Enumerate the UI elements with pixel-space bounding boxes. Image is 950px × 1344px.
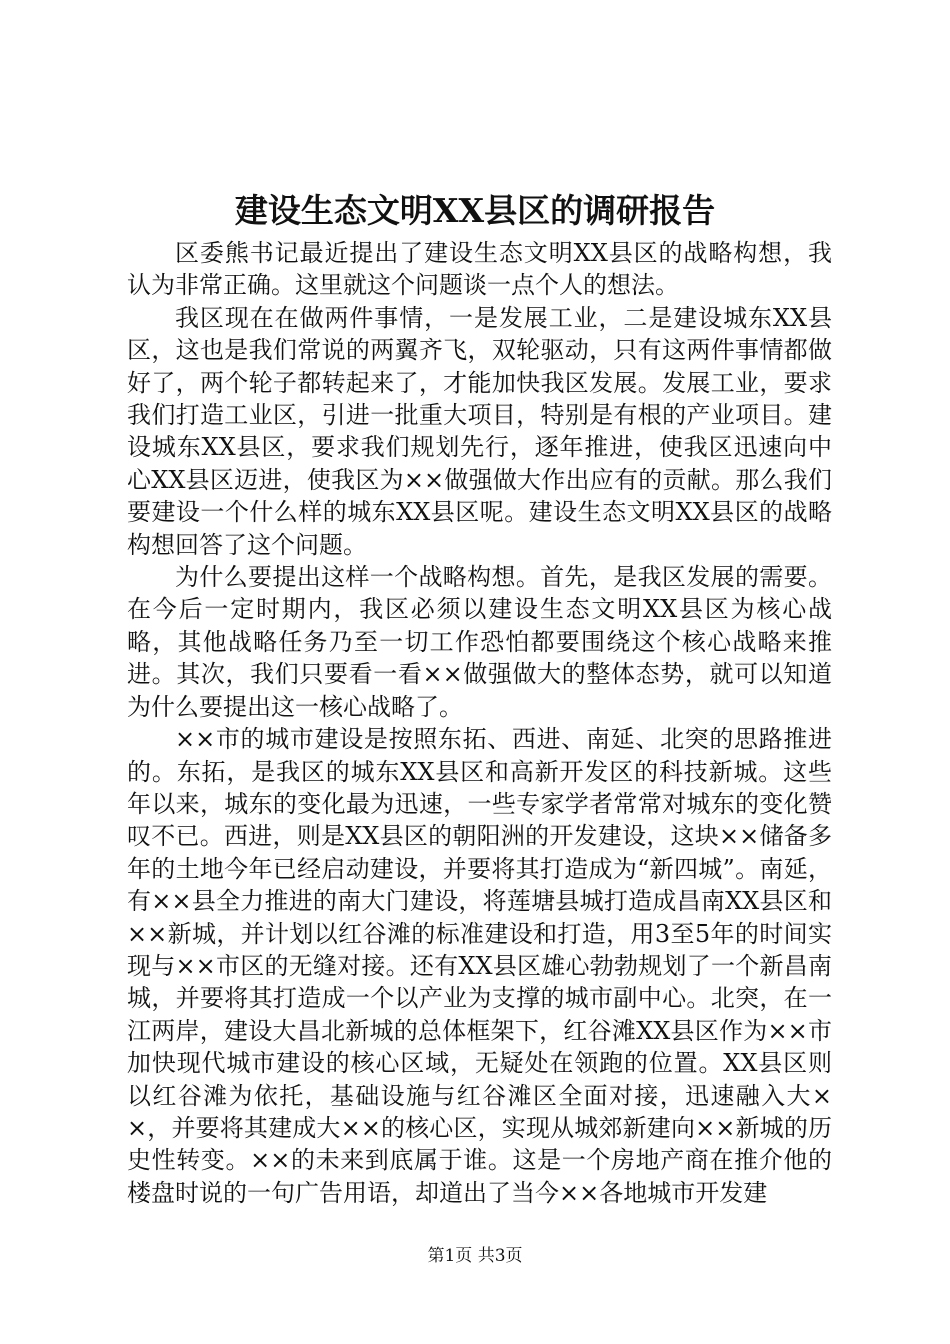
paragraph-3: 为什么要提出这样一个战略构想。首先，是我区发展的需要。在今后一定时期内，我区必须以建设生态文明XX县区为核心战略，其他战略任务乃至一切工作恐怕都要围绕这个核心战略来推进。其次，我们只要看一看××做强做大的整体态势，就可以知道为什么要提出这一核心战略了。 — [127, 563, 832, 721]
paragraph-1: 区委熊书记最近提出了建设生态文明XX县区的战略构想，我认为非常正确。这里就这个问题谈一点个人的想法。 — [127, 239, 832, 300]
paragraph-2: 我区现在在做两件事情，一是发展工业，二是建设城东XX县区，这也是我们常说的两翼齐飞，双轮驱动，只有这两件事情都做好了，两个轮子都转起来了，才能加快我区发展。发展工业，要求我们打造工业区，引进一批重大项目，特别是有根的产业项目。建设城东XX县区，要求我们规划先行，逐年推进，使我区迅速向中心XX县区迈进，使我区为××做强做大作出应有的贡献。那么我们要建设一个什么样的城东XX县区呢。建设生态文明XX县区的战略构想回答了这个问题。 — [127, 303, 832, 559]
document-body — [127, 237, 832, 1209]
page-footer: 第1页 共3页 — [427, 1246, 523, 1266]
document-title: 建设生态文明XX县区的调研报告 — [234, 191, 716, 230]
paragraph-4: ××市的城市建设是按照东拓、西进、南延、北突的思路推进的。东拓，是我区的城东XX县区和高新开发区的科技新城。这些年以来，城东的变化最为迅速，一些专家学者常常对城东的变化赞叹不已。西进，则是XX县区的朝阳洲的开发建设，这块××储备多年的土地今年已经启动建设，并要将其打造成为“新四城”。南延，有××县全力推进的南大门建设，将莲塘县城打造成昌南XX县区和××新城，并计划以红谷滩的标准建设和打造，用3至5年的时间实现与××市区的无缝对接。还有XX县区雄心勃勃规划了一个新昌南城，并要将其打造成一个以产业为支撑的城市副中心。北突，在一江两岸，建设大昌北新城的总体框架下，红谷滩XX县区作为××市加快现代城市建设的核心区域，无疑处在领跑的位置。XX县区则以红谷滩为依托，基础设施与红谷滩区全面对接，迅速融入大××，并要将其建成大××的核心区，实现从城郊新建向××新城的历史性转变。××的未来到底属于谁。这是一个房地产商在推介他的楼盘时说的一句广告用语，却道出了当今××各地城市开发建 — [127, 725, 832, 1207]
